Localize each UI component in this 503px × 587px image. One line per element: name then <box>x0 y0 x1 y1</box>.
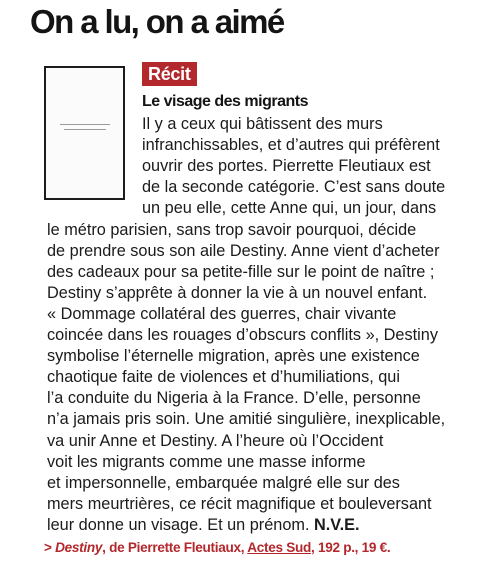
article-body-text: infranchissables, et d’autres qui préfèrent <box>142 136 440 155</box>
article-body-text: des cadeaux pour sa petite-fille sur le point de naître ; <box>47 262 435 281</box>
article-body-line <box>47 261 434 283</box>
article-body-line <box>142 197 436 219</box>
credit-prefix: > <box>44 540 52 555</box>
article-body-line <box>47 514 360 536</box>
article-body-text: va unir Anne et Destiny. A l’heure où l’Occident <box>47 431 384 450</box>
book-cover-image <box>44 66 125 200</box>
credit-details: , 192 p., 19 €. <box>310 540 391 555</box>
article-body-text: un peu elle, cette Anne qui, un jour, dans <box>142 199 437 218</box>
credit-book-title: Destiny <box>55 540 103 555</box>
article-body-line <box>47 219 416 241</box>
article-body-line <box>47 451 366 473</box>
cover-title-line <box>60 124 110 125</box>
category-badge: Récit <box>142 62 197 86</box>
article-body-line <box>47 345 420 367</box>
page-title: On a lu, on a aimé <box>30 3 284 40</box>
article-body-line <box>47 430 383 452</box>
article-body-line <box>47 472 400 494</box>
article-body-line <box>142 176 445 198</box>
article-body-text: « Dommage collatéral des guerres, chair vivante <box>47 304 397 323</box>
article-subtitle: Le visage des migrants <box>142 93 308 110</box>
article-body-text: mers meurtrières, ce récit magnifique et bouleversant <box>47 494 432 513</box>
article-body-text: n’a jamais pris soin. Une amitié singulière, inexplicable, <box>47 410 446 429</box>
article-body-line <box>47 324 438 346</box>
article-body-line <box>47 387 421 409</box>
article-body-text: Il y a ceux qui bâtissent des murs <box>142 115 383 133</box>
article-body-line <box>47 282 427 304</box>
article-body-text: Destiny s’apprête à donner la vie à un nouvel enfant. <box>47 283 428 302</box>
article-body-text: l’a conduite du Nigeria à la France. D’elle, personne <box>47 389 421 408</box>
article-body-text: de prendre sous son aile Destiny. Anne vient d’acheter <box>47 241 440 260</box>
article-body-text: symbolise l’éternelle migration, après une existence <box>47 347 420 366</box>
credit-publisher-link[interactable]: Actes Sud <box>247 540 311 555</box>
article-body-text: de la seconde catégorie. C’est sans doute <box>142 178 446 197</box>
article-body-text: voit les migrants comme une masse informe <box>47 452 366 471</box>
article-body-line <box>47 366 400 388</box>
book-credit <box>44 538 390 558</box>
article-body-line <box>142 155 431 177</box>
credit-author: , de Pierrette Fleutiaux, <box>102 540 248 555</box>
article-body-line <box>142 134 440 156</box>
article-body-line <box>47 493 432 515</box>
article-body-text: coincée dans les rouages d’obscurs conflits », Destiny <box>47 326 438 344</box>
article-body-line <box>47 408 445 430</box>
article-body-text: leur donne un visage. Et un prénom. <box>47 515 310 534</box>
article-body-text: et impersonnelle, embarquée malgré elle sur des <box>47 473 400 492</box>
article-body-line <box>142 113 383 135</box>
article-body-line <box>47 303 396 325</box>
cover-author-line <box>64 129 106 130</box>
author-signature: N.V.E. <box>314 515 360 534</box>
article-body-line <box>47 240 440 262</box>
article-body-text: le métro parisien, sans trop savoir pourquoi, décide <box>47 220 417 239</box>
article-body-text: ouvrir des portes. Pierrette Fleutiaux est <box>142 157 431 176</box>
article-body-text: chaotique faite de violences et d’humiliations, qui <box>47 368 400 387</box>
